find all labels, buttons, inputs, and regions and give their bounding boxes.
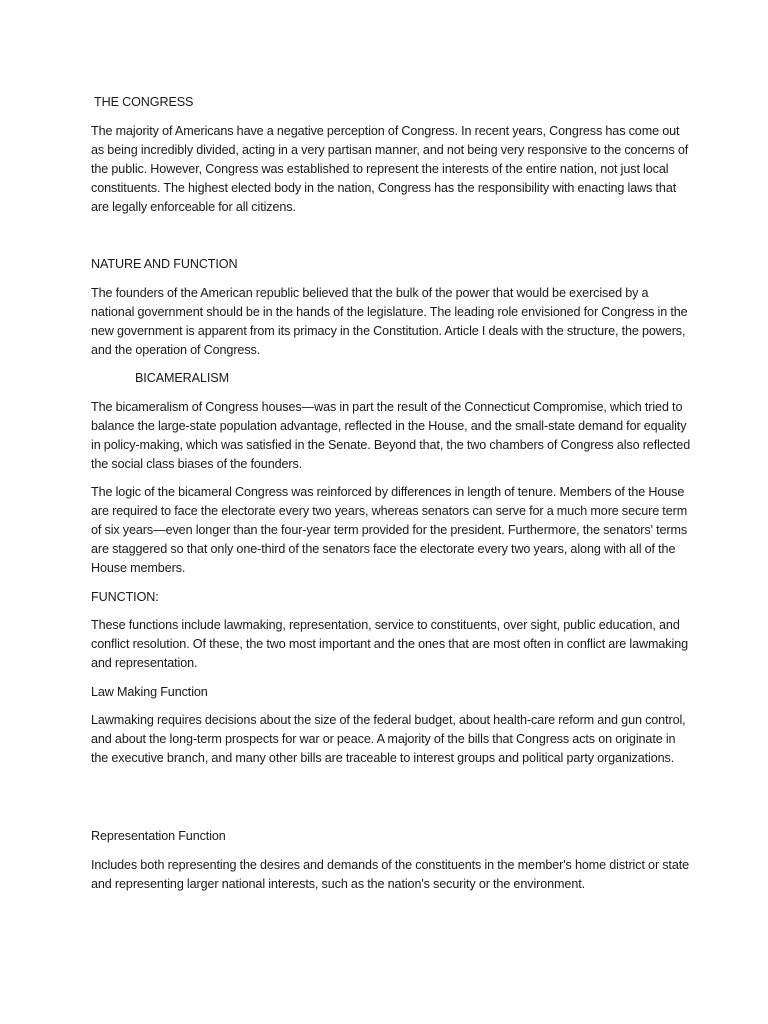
nature-heading: NATURE AND FUNCTION (91, 257, 238, 271)
function-paragraph: These functions include lawmaking, representation, service to constituents, over sight, public education, and conflict resolution. Of these, the two most important and the ones that are most often in conflict are lawmaking and representation. (91, 618, 689, 670)
bicameralism-heading: BICAMERALISM (135, 371, 229, 385)
representation-heading: Representation Function (91, 829, 226, 843)
nature-paragraph: The founders of the American republic believed that the bulk of the power that would be exercised by a national government should be in the hands of the legislature. The leading role envisioned for Congress in the new government is apparent from its primacy in the Constitution. Article I deals with the structure, the powers, and the operation of Congress. (91, 286, 688, 357)
bicameralism-paragraph-1: The bicameralism of Congress houses—was in part the result of the Connecticut Compromise, which tried to balance the large-state population advantage, reflected in the House, and the small-state demand for equality in policy-making, which was satisfied in the Senate. Beyond that, the two chambers of Congress also reflected the social class biases of the founders. (91, 400, 691, 471)
document-title: THE CONGRESS (94, 95, 194, 109)
representation-paragraph: Includes both representing the desires and demands of the constituents in the member's home district or state and representing larger national interests, such as the nation's security or the environment. (91, 858, 690, 891)
intro-paragraph: The majority of Americans have a negative perception of Congress. In recent years, Congress has come out as being incredibly divided, acting in a very partisan manner, and not being very responsive to the concerns of the public. However, Congress was established to represent the interests of the entire nation, not just local constituents. The highest elected body in the nation, Congress has the responsibility with enacting laws that are legally enforceable for all citizens. (91, 124, 689, 214)
function-heading: FUNCTION: (91, 590, 159, 604)
lawmaking-paragraph: Lawmaking requires decisions about the size of the federal budget, about health-care reform and gun control, and about the long-term prospects for war or peace. A majority of the bills that Congress acts on originate in the executive branch, and many other bills are traceable to interest groups and political party organizations. (91, 713, 686, 765)
bicameralism-paragraph-2: The logic of the bicameral Congress was reinforced by differences in length of tenure. Members of the House are required to face the electorate every two years, whereas senators can serve for a much more secure term of six years—even longer than the four-year term provided for the president. Furthermore, the senators' terms are staggered so that only one-third of the senators face the electorate every two years, along with all of the House members. (91, 485, 688, 575)
lawmaking-heading: Law Making Function (91, 685, 208, 699)
